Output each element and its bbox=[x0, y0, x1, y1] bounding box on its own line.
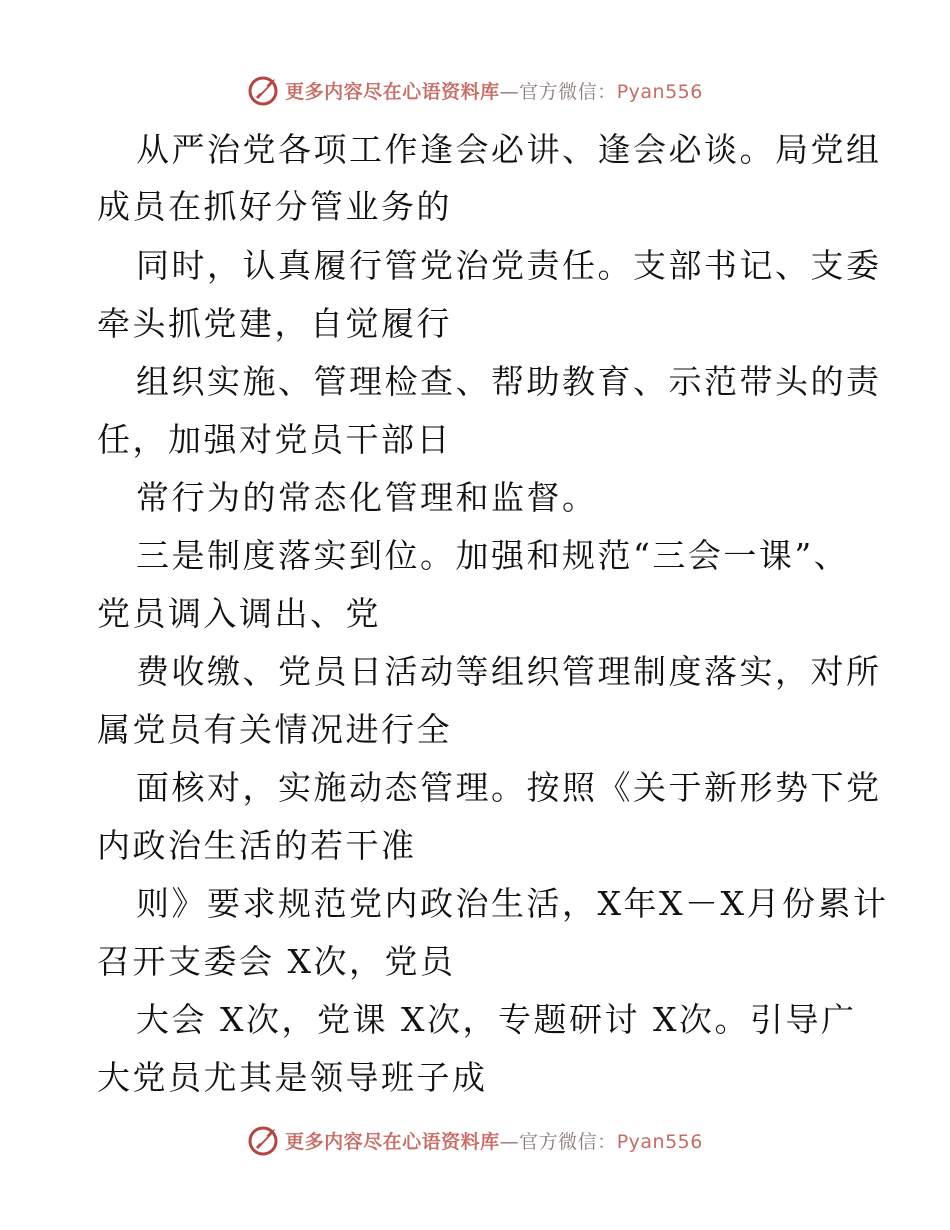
header-banner-account: Pyan556 bbox=[616, 80, 703, 103]
body-line: 大党员尤其是领导班子成 bbox=[97, 1058, 488, 1097]
body-line: 面核对，实施动态管理。按照《关于新形势下党 bbox=[136, 768, 882, 807]
header-banner-sub: 官方微信： bbox=[519, 80, 617, 103]
footer-banner-sep: — bbox=[499, 1130, 520, 1153]
header-banner-text bbox=[285, 77, 703, 104]
body-line: 常行为的常态化管理和监督。 bbox=[136, 478, 598, 517]
body-line: 费收缴、党员日活动等组织管理制度落实，对所 bbox=[136, 652, 882, 691]
footer-banner-sub: 官方微信： bbox=[519, 1130, 617, 1153]
quill-seal-logo-icon bbox=[247, 73, 281, 107]
body-line: 则》要求规范党内政治生活，X年X－X月份累计 bbox=[136, 884, 889, 923]
body-line: 内政治生活的若干准 bbox=[97, 826, 417, 865]
footer-banner-main: 更多内容尽在心语资料库 bbox=[285, 1130, 500, 1153]
body-line: 成员在抓好分管业务的 bbox=[97, 187, 452, 226]
body-line: 召开支委会 X次，党员 bbox=[97, 942, 456, 981]
quill-seal-logo-icon bbox=[247, 1123, 281, 1157]
body-line: 牵头抓党建，自觉履行 bbox=[97, 304, 452, 343]
body-line: 大会 X次，党课 X次，专题研讨 X次。引导广 bbox=[136, 1000, 857, 1039]
header-banner bbox=[0, 70, 950, 110]
header-banner-main: 更多内容尽在心语资料库 bbox=[285, 80, 500, 103]
body-line: 三是制度落实到位。加强和规范“三会一课”、 bbox=[136, 536, 850, 575]
body-line: 从严治党各项工作逢会必讲、逢会必谈。局党组 bbox=[136, 130, 882, 169]
body-line: 任，加强对党员干部日 bbox=[97, 420, 452, 459]
header-banner-sep: — bbox=[499, 80, 520, 103]
footer-banner bbox=[0, 1120, 950, 1160]
body-line: 党员调入调出、党 bbox=[97, 594, 381, 633]
body-line: 属党员有关情况进行全 bbox=[97, 710, 452, 749]
footer-banner-text bbox=[285, 1127, 703, 1154]
body-line: 组织实施、管理检查、帮助教育、示范带头的责 bbox=[136, 362, 882, 401]
body-line: 同时，认真履行管党治党责任。支部书记、支委 bbox=[136, 246, 882, 285]
footer-banner-account: Pyan556 bbox=[616, 1130, 703, 1153]
